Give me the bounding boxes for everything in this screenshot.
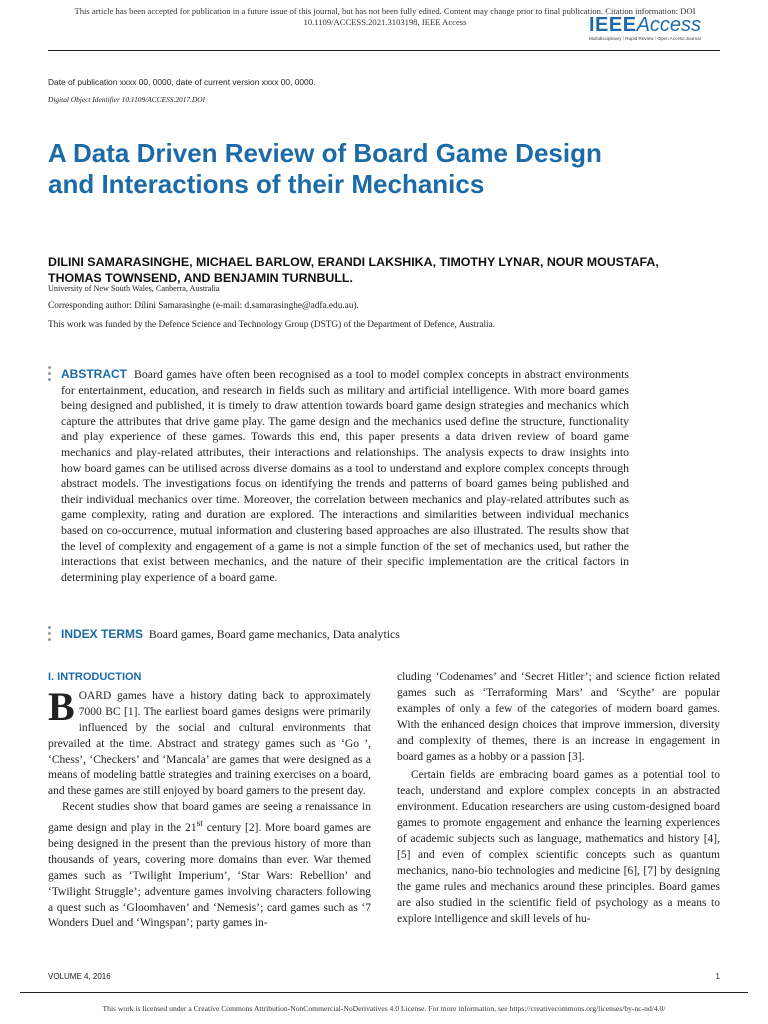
doi-line[interactable]: Digital Object Identifier 10.1109/ACCESS.2017.DOI [48,95,206,104]
intro-paragraph-3: Certain fields are embracing board games as a potential tool to teach, understand and explore complex concepts in an abstracted environment. Education researchers are using custom-designed board games to promote engagement and enhance the learning experiences of academic subjects such as language, mathematics and history [4], [5] and even of complex scientific concepts such as quantum mechanics, nano-bio technologies and medicine [6], [7] by designing the game rules and mechanics around these principles. Board games are also studied in the scientific field of psychology as a means to explore intelligence and skill levels of hu- [397,769,720,925]
brand-access: Access [636,14,702,36]
brand-ieee: IEEE [589,14,637,36]
abstract-label: ABSTRACT [61,367,127,381]
intro-paragraph-2-text-a: Recent studies show that board games are seeing a renaissance in game design and play in the 21 [48,801,371,834]
intro-paragraph-2 [48,800,371,932]
intro-paragraph-2-text-b: century [2]. More board games are being designed in the present than the previous history of more than thousands of years, covering more domains than ever. War themed games such as ‘Twilight Imperium’, ‘Star Wars: Rebellion’ and ‘Twilight Struggle’; adventure games involving characters following a quest such as ‘Gloomhaven’ and ‘Nemesis’; card games such as ‘7 Wonders Duel and ‘Wingspan’; party games in- [48,821,371,930]
notice-line-1: This article has been accepted for publication in a future issue of this journal, but has not been fully edited. Content may change prior to final publication. Citation information: DOI [74,6,696,16]
corresponding-author: Corresponding author: Dilini Samarasinghe (e-mail: d.samarasinghe@adfa.edu.au). [48,301,359,311]
section-heading-introduction: I. INTRODUCTION [48,671,142,683]
body-column-right [397,670,720,928]
page-number: 1 [715,972,720,981]
index-terms-label: INDEX TERMS [61,627,144,641]
index-terms-text: Board games, Board game mechanics, Data analytics [148,627,400,641]
header-divider [48,50,720,51]
drop-cap: B [48,683,75,729]
notice-line-2: 10.1109/ACCESS.2021.3103198, IEEE Access [303,17,467,27]
footer-divider [20,992,748,993]
index-terms-marker-icon [48,626,52,644]
ieee-access-logo[interactable] [589,15,714,41]
abstract-text: Board games have often been recognised as a tool to model complex concepts in abstract environments for entertainment, education, and research in fields such as military and artificial intelligence. With more board games being designed and published, it is timely to draw attention towards board game design strategies and mechanics which capture the attributes that drive game play. The game design and the mechanics used define the structure, functionality and play experience of these games. Towards this end, this paper presents a data driven review of board game mechanics and play-related attributes, their interactions and relationships. The analysis expects to draw insights into how board games can be utilised across diverse domains as a tool to understand and explore complex concepts through abstract models. The investigations focus on identifying the trends and patterns of board games being published and their individual mechanics over time. Moreover, the correlation between mechanics and play-related attributes such as game complexity, rating and duration are explored. The interactions and similarities between individual mechanics based on co-occurrence, mutual information and clustering based approaches are also illustrated. The results show that the level of complexity and engagement of a game is not a simple function of the set of mechanics used, but rather the interactions that exist between mechanics, and the nature of their specific implementation are the critical factors in determining play experience of a board game. [61,367,630,584]
intro-paragraph-1-text: OARD games have a history dating back to approximately 7000 BC [1]. The earliest board games designs were primarily influenced by the social and cultural environments that prevailed at the time. Abstract and strategy games such as ‘Go ’, ‘Chess’, ‘Checkers’ and ‘Mancala’ are games that were designed as a means of modeling battle strategies and training exercises on a board, and these games are still enjoyed by board gamers to the present day. [48,689,371,798]
funding-note: This work was funded by the Defence Science and Technology Group (DSTG) of the Department of Defence, Australia. [48,320,496,330]
intro-paragraph-1 [48,683,371,800]
paper-title: A Data Driven Review of Board Game Design and Interactions of their Mechanics [48,138,602,199]
ordinal-superscript: st [196,818,203,830]
publication-date: Date of publication xxxx 00, 0000, date of current version xxxx 00, 0000. [48,77,316,87]
affiliation: University of New South Wales, Canberra, Australia [48,284,220,293]
volume-label: VOLUME 4, 2016 [48,972,111,981]
abstract-block [61,367,629,585]
intro-paragraph-2-continued: cluding ‘Codenames’ and ‘Secret Hitler’; and science fiction related games such as ‘Terraforming Mars’ and ‘Scythe’ are popular examples of only a few of the categories of modern board games. With the enhanced design choices that improve immersion, diversity and complexity of themes, there is an increase in engagement in board games as a hobby or a passion [3]. [397,671,720,763]
abstract-marker-icon [48,366,52,384]
body-column-left [48,670,371,932]
author-list: DILINI SAMARASINGHE, MICHAEL BARLOW, ERANDI LAKSHIKA, TIMOTHY LYNAR, NOUR MOUSTAFA, THOMAS TOWNSEND, AND BENJAMIN TURNBULL. [48,255,659,285]
license-notice[interactable]: This work is licensed under a Creative Commons Attribution-NonCommercial-NoDerivatives 4.0 License. For more information, see https://creativecommons.org/licenses/by-nc-nd/4.0/ [102,1004,666,1013]
index-terms-block [61,627,661,642]
brand-tagline: Multidisciplinary ⁞ Rapid Review ⁞ Open Access Journal [589,36,701,41]
brand-name [589,15,714,35]
